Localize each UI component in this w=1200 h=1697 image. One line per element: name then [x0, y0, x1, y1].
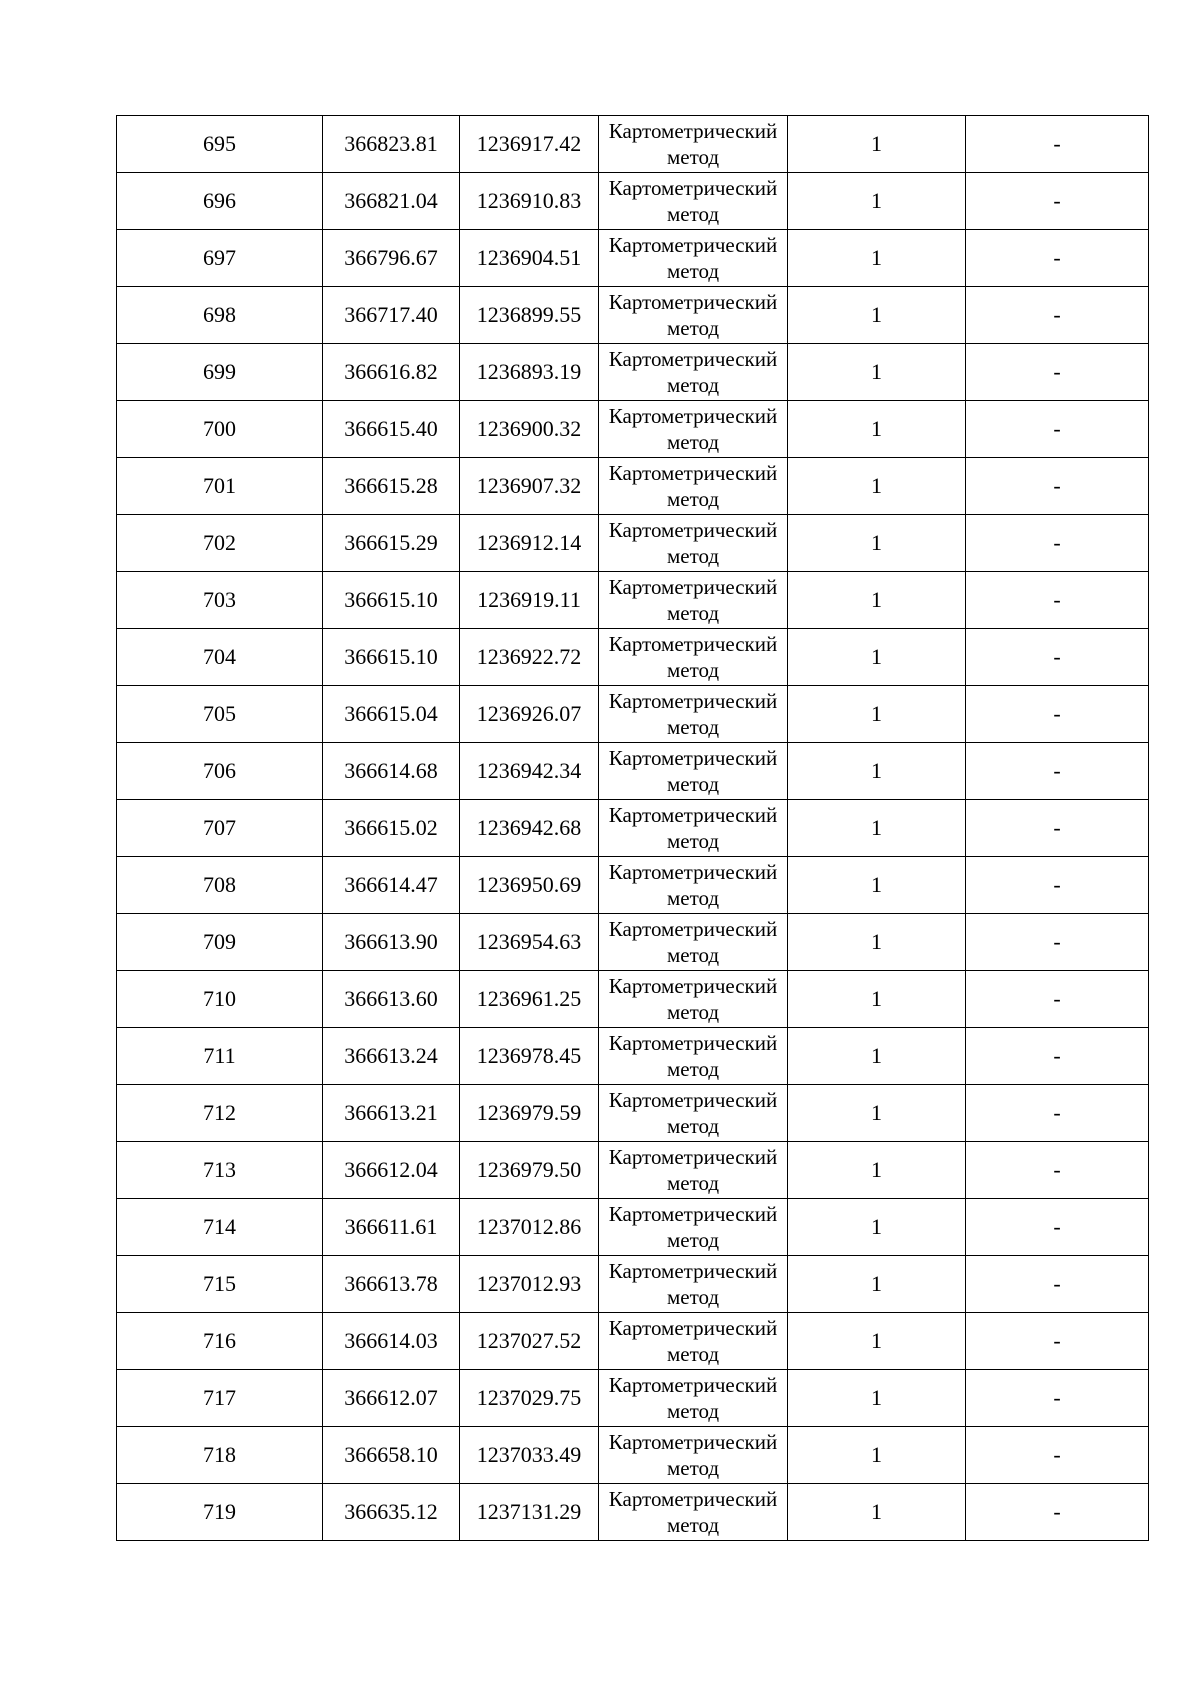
table-row: [117, 857, 1149, 914]
y-coordinate-cell: 1236893.19: [460, 344, 599, 401]
point-number-cell: 717: [117, 1370, 323, 1427]
method-cell: Картометрический метод: [599, 116, 788, 173]
point-number-cell: 699: [117, 344, 323, 401]
point-number-cell: 711: [117, 1028, 323, 1085]
note-cell: -: [966, 1427, 1149, 1484]
method-cell: Картометрический метод: [599, 1028, 788, 1085]
table-row: [117, 1427, 1149, 1484]
accuracy-cell: 1: [788, 1028, 966, 1085]
y-coordinate-cell: 1236978.45: [460, 1028, 599, 1085]
accuracy-cell: 1: [788, 1484, 966, 1541]
accuracy-cell: 1: [788, 1313, 966, 1370]
accuracy-cell: 1: [788, 287, 966, 344]
x-coordinate-cell: 366611.61: [323, 1199, 460, 1256]
note-cell: -: [966, 515, 1149, 572]
x-coordinate-cell: 366615.02: [323, 800, 460, 857]
point-number-cell: 705: [117, 686, 323, 743]
table-row: [117, 116, 1149, 173]
y-coordinate-cell: 1236899.55: [460, 287, 599, 344]
method-cell: Картометрический метод: [599, 1313, 788, 1370]
point-number-cell: 696: [117, 173, 323, 230]
note-cell: -: [966, 1199, 1149, 1256]
method-cell: Картометрический метод: [599, 1256, 788, 1313]
point-number-cell: 715: [117, 1256, 323, 1313]
accuracy-cell: 1: [788, 515, 966, 572]
x-coordinate-cell: 366613.60: [323, 971, 460, 1028]
point-number-cell: 719: [117, 1484, 323, 1541]
method-cell: Картометрический метод: [599, 1085, 788, 1142]
point-number-cell: 695: [117, 116, 323, 173]
table-row: [117, 1028, 1149, 1085]
y-coordinate-cell: 1236910.83: [460, 173, 599, 230]
accuracy-cell: 1: [788, 1370, 966, 1427]
table-row: [117, 1085, 1149, 1142]
note-cell: -: [966, 1313, 1149, 1370]
table-row: [117, 629, 1149, 686]
note-cell: -: [966, 1370, 1149, 1427]
table-row: [117, 914, 1149, 971]
x-coordinate-cell: 366612.04: [323, 1142, 460, 1199]
point-number-cell: 712: [117, 1085, 323, 1142]
y-coordinate-cell: 1236926.07: [460, 686, 599, 743]
y-coordinate-cell: 1236900.32: [460, 401, 599, 458]
note-cell: -: [966, 287, 1149, 344]
point-number-cell: 697: [117, 230, 323, 287]
accuracy-cell: 1: [788, 344, 966, 401]
note-cell: -: [966, 116, 1149, 173]
method-cell: Картометрический метод: [599, 1142, 788, 1199]
point-number-cell: 718: [117, 1427, 323, 1484]
accuracy-cell: 1: [788, 572, 966, 629]
y-coordinate-cell: 1236912.14: [460, 515, 599, 572]
y-coordinate-cell: 1237012.93: [460, 1256, 599, 1313]
y-coordinate-cell: 1236922.72: [460, 629, 599, 686]
accuracy-cell: 1: [788, 800, 966, 857]
note-cell: -: [966, 1085, 1149, 1142]
x-coordinate-cell: 366615.29: [323, 515, 460, 572]
method-cell: Картометрический метод: [599, 971, 788, 1028]
note-cell: -: [966, 1256, 1149, 1313]
method-cell: Картометрический метод: [599, 857, 788, 914]
x-coordinate-cell: 366615.10: [323, 572, 460, 629]
x-coordinate-cell: 366796.67: [323, 230, 460, 287]
table-row: [117, 1313, 1149, 1370]
point-number-cell: 707: [117, 800, 323, 857]
x-coordinate-cell: 366612.07: [323, 1370, 460, 1427]
y-coordinate-cell: 1236954.63: [460, 914, 599, 971]
method-cell: Картометрический метод: [599, 287, 788, 344]
coordinates-table: [116, 115, 1149, 1541]
accuracy-cell: 1: [788, 629, 966, 686]
point-number-cell: 708: [117, 857, 323, 914]
table-row: [117, 1142, 1149, 1199]
table-row: [117, 572, 1149, 629]
note-cell: -: [966, 344, 1149, 401]
method-cell: Картометрический метод: [599, 572, 788, 629]
table-row: [117, 1256, 1149, 1313]
table-body: [117, 116, 1149, 1541]
point-number-cell: 700: [117, 401, 323, 458]
table-row: [117, 401, 1149, 458]
note-cell: -: [966, 971, 1149, 1028]
accuracy-cell: 1: [788, 914, 966, 971]
x-coordinate-cell: 366614.03: [323, 1313, 460, 1370]
x-coordinate-cell: 366635.12: [323, 1484, 460, 1541]
method-cell: Картометрический метод: [599, 173, 788, 230]
table-row: [117, 173, 1149, 230]
table-row: [117, 1199, 1149, 1256]
point-number-cell: 703: [117, 572, 323, 629]
y-coordinate-cell: 1237027.52: [460, 1313, 599, 1370]
x-coordinate-cell: 366717.40: [323, 287, 460, 344]
x-coordinate-cell: 366613.90: [323, 914, 460, 971]
accuracy-cell: 1: [788, 116, 966, 173]
method-cell: Картометрический метод: [599, 344, 788, 401]
point-number-cell: 704: [117, 629, 323, 686]
y-coordinate-cell: 1237131.29: [460, 1484, 599, 1541]
method-cell: Картометрический метод: [599, 1427, 788, 1484]
accuracy-cell: 1: [788, 686, 966, 743]
y-coordinate-cell: 1236917.42: [460, 116, 599, 173]
x-coordinate-cell: 366821.04: [323, 173, 460, 230]
method-cell: Картометрический метод: [599, 686, 788, 743]
method-cell: Картометрический метод: [599, 230, 788, 287]
x-coordinate-cell: 366615.04: [323, 686, 460, 743]
x-coordinate-cell: 366658.10: [323, 1427, 460, 1484]
accuracy-cell: 1: [788, 971, 966, 1028]
note-cell: -: [966, 230, 1149, 287]
point-number-cell: 698: [117, 287, 323, 344]
y-coordinate-cell: 1236979.59: [460, 1085, 599, 1142]
x-coordinate-cell: 366615.28: [323, 458, 460, 515]
point-number-cell: 701: [117, 458, 323, 515]
table-row: [117, 743, 1149, 800]
point-number-cell: 716: [117, 1313, 323, 1370]
x-coordinate-cell: 366614.47: [323, 857, 460, 914]
y-coordinate-cell: 1237029.75: [460, 1370, 599, 1427]
method-cell: Картометрический метод: [599, 1199, 788, 1256]
table-row: [117, 287, 1149, 344]
note-cell: -: [966, 1142, 1149, 1199]
table-row: [117, 1484, 1149, 1541]
note-cell: -: [966, 686, 1149, 743]
point-number-cell: 702: [117, 515, 323, 572]
method-cell: Картометрический метод: [599, 743, 788, 800]
accuracy-cell: 1: [788, 1427, 966, 1484]
note-cell: -: [966, 1484, 1149, 1541]
accuracy-cell: 1: [788, 173, 966, 230]
point-number-cell: 709: [117, 914, 323, 971]
point-number-cell: 713: [117, 1142, 323, 1199]
note-cell: -: [966, 743, 1149, 800]
method-cell: Картометрический метод: [599, 515, 788, 572]
accuracy-cell: 1: [788, 743, 966, 800]
y-coordinate-cell: 1236950.69: [460, 857, 599, 914]
x-coordinate-cell: 366615.10: [323, 629, 460, 686]
table-row: [117, 344, 1149, 401]
x-coordinate-cell: 366613.78: [323, 1256, 460, 1313]
y-coordinate-cell: 1236979.50: [460, 1142, 599, 1199]
accuracy-cell: 1: [788, 401, 966, 458]
point-number-cell: 710: [117, 971, 323, 1028]
x-coordinate-cell: 366616.82: [323, 344, 460, 401]
point-number-cell: 706: [117, 743, 323, 800]
y-coordinate-cell: 1236904.51: [460, 230, 599, 287]
accuracy-cell: 1: [788, 230, 966, 287]
method-cell: Картометрический метод: [599, 800, 788, 857]
y-coordinate-cell: 1236942.68: [460, 800, 599, 857]
x-coordinate-cell: 366613.24: [323, 1028, 460, 1085]
method-cell: Картометрический метод: [599, 401, 788, 458]
table-row: [117, 1370, 1149, 1427]
x-coordinate-cell: 366615.40: [323, 401, 460, 458]
accuracy-cell: 1: [788, 1199, 966, 1256]
accuracy-cell: 1: [788, 1256, 966, 1313]
table-row: [117, 515, 1149, 572]
y-coordinate-cell: 1236961.25: [460, 971, 599, 1028]
method-cell: Картометрический метод: [599, 1484, 788, 1541]
point-number-cell: 714: [117, 1199, 323, 1256]
method-cell: Картометрический метод: [599, 458, 788, 515]
y-coordinate-cell: 1237033.49: [460, 1427, 599, 1484]
note-cell: -: [966, 401, 1149, 458]
accuracy-cell: 1: [788, 458, 966, 515]
accuracy-cell: 1: [788, 1085, 966, 1142]
x-coordinate-cell: 366614.68: [323, 743, 460, 800]
note-cell: -: [966, 458, 1149, 515]
table-row: [117, 971, 1149, 1028]
method-cell: Картометрический метод: [599, 914, 788, 971]
x-coordinate-cell: 366823.81: [323, 116, 460, 173]
note-cell: -: [966, 629, 1149, 686]
method-cell: Картометрический метод: [599, 629, 788, 686]
x-coordinate-cell: 366613.21: [323, 1085, 460, 1142]
y-coordinate-cell: 1236907.32: [460, 458, 599, 515]
table-row: [117, 458, 1149, 515]
accuracy-cell: 1: [788, 857, 966, 914]
table-row: [117, 800, 1149, 857]
table-row: [117, 686, 1149, 743]
note-cell: -: [966, 1028, 1149, 1085]
note-cell: -: [966, 572, 1149, 629]
note-cell: -: [966, 857, 1149, 914]
note-cell: -: [966, 173, 1149, 230]
note-cell: -: [966, 800, 1149, 857]
accuracy-cell: 1: [788, 1142, 966, 1199]
method-cell: Картометрический метод: [599, 1370, 788, 1427]
table-row: [117, 230, 1149, 287]
note-cell: -: [966, 914, 1149, 971]
y-coordinate-cell: 1237012.86: [460, 1199, 599, 1256]
y-coordinate-cell: 1236942.34: [460, 743, 599, 800]
y-coordinate-cell: 1236919.11: [460, 572, 599, 629]
